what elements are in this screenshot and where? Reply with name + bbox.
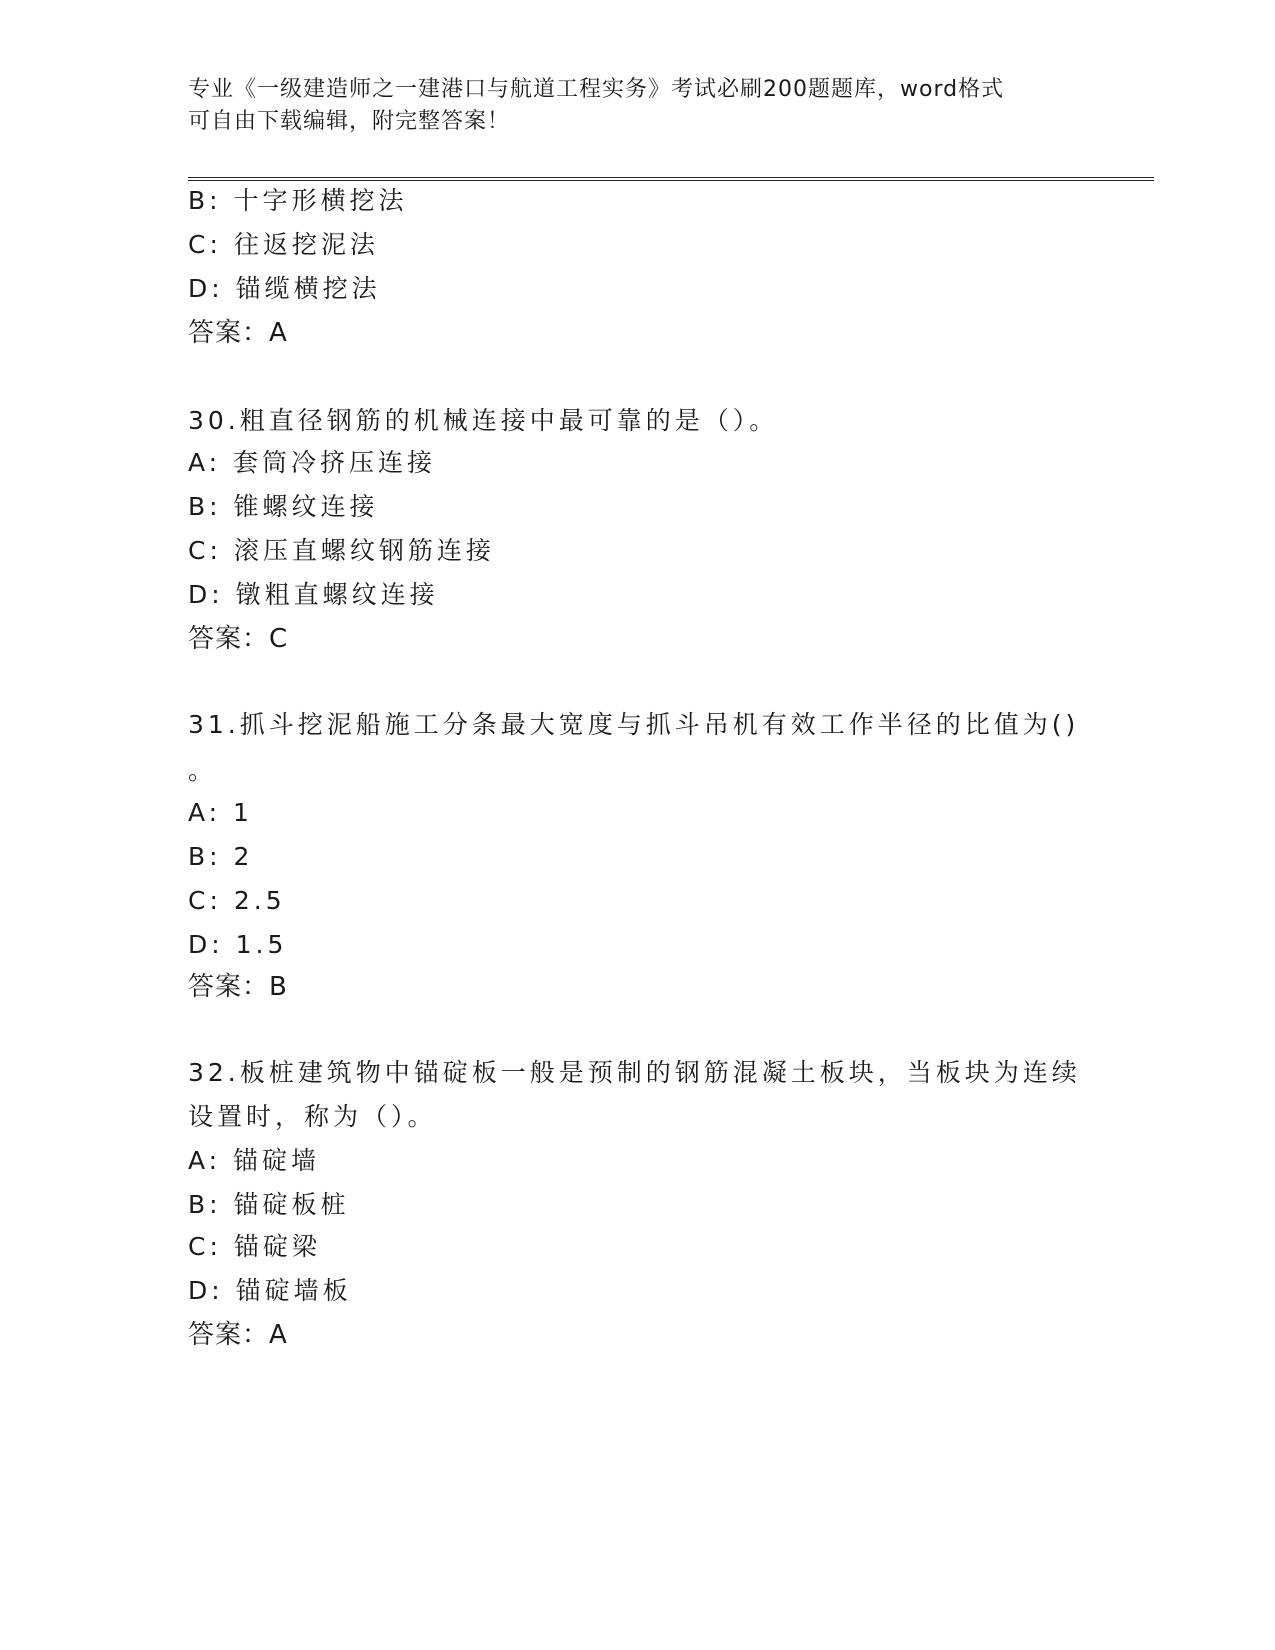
q32-option-c: [188, 1230, 321, 1264]
q29-option-d: [188, 272, 381, 306]
q31-option-d: [188, 928, 287, 962]
q30-option-b: [188, 490, 379, 524]
header-title-line-1: 专业《一级建造师之一建港口与航道工程实务》考试必刷200题题库，word格式: [188, 77, 1005, 102]
q31-option-a: [188, 796, 253, 830]
q31-option-c: [188, 884, 286, 918]
q32-option-d: [188, 1274, 352, 1308]
option-label: B:: [188, 492, 222, 521]
q30-stem: 30.粗直径钢筋的机械连接中最可靠的是（）。: [188, 406, 779, 435]
option-label: B:: [188, 1190, 222, 1219]
q30-option-a: [188, 446, 436, 480]
q32-option-b: [188, 1188, 350, 1222]
q29-option-c: [188, 228, 379, 262]
q30-option-d: [188, 578, 439, 612]
option-text: 十字形横挖法: [233, 186, 408, 215]
option-label: C:: [188, 230, 222, 259]
q31-option-b: [188, 840, 253, 874]
option-text: 套筒冷挤压连接: [233, 448, 437, 477]
option-text: 1: [233, 798, 253, 827]
option-text: 2.5: [233, 886, 286, 915]
option-label: A:: [188, 798, 222, 827]
q32-stem-line-1: 32.板桩建筑物中锚碇板一般是预制的钢筋混凝土板块，当板块为连续: [188, 1058, 1081, 1087]
q31-stem-line-1: 31.抓斗挖泥船施工分条最大宽度与抓斗吊机有效工作半径的比值为(): [188, 710, 1080, 739]
q32-stem-line-2: 设置时，称为（）。: [188, 1102, 437, 1131]
option-label: B:: [188, 186, 222, 215]
q31-stem-line-2: 。: [188, 756, 218, 785]
q30-option-c: [188, 534, 495, 568]
option-text: 镦粗直螺纹连接: [235, 580, 439, 609]
option-text: 往返挖泥法: [233, 230, 379, 259]
option-text: 锚碇墙板: [235, 1276, 352, 1305]
option-label: D:: [188, 1276, 224, 1305]
q30-answer: 答案：C: [188, 624, 289, 654]
option-text: 锚碇板桩: [233, 1190, 350, 1219]
q32-answer: 答案：A: [188, 1320, 288, 1350]
q29-option-b: [188, 184, 408, 218]
document-header: [188, 74, 1068, 138]
q31-answer: 答案：B: [188, 972, 288, 1002]
header-divider: [188, 177, 1154, 181]
option-text: 锚缆横挖法: [235, 274, 381, 303]
option-text: 锥螺纹连接: [233, 492, 379, 521]
option-label: A:: [188, 448, 222, 477]
header-title-line-2: 可自由下载编辑，附完整答案！: [188, 109, 511, 134]
option-label: D:: [188, 274, 224, 303]
option-label: C:: [188, 1232, 222, 1261]
option-text: 锚碇梁: [233, 1232, 321, 1261]
option-label: D:: [188, 580, 224, 609]
q32-option-a: [188, 1144, 320, 1178]
option-label: C:: [188, 886, 222, 915]
option-text: 2: [233, 842, 254, 871]
option-text: 锚碇墙: [233, 1146, 321, 1175]
option-label: A:: [188, 1146, 222, 1175]
q29-answer: 答案：A: [188, 318, 288, 348]
option-label: C:: [188, 536, 222, 565]
option-label: D:: [188, 930, 224, 959]
option-text: 1.5: [235, 930, 288, 959]
option-label: B:: [188, 842, 222, 871]
option-text: 滚压直螺纹钢筋连接: [233, 536, 495, 565]
